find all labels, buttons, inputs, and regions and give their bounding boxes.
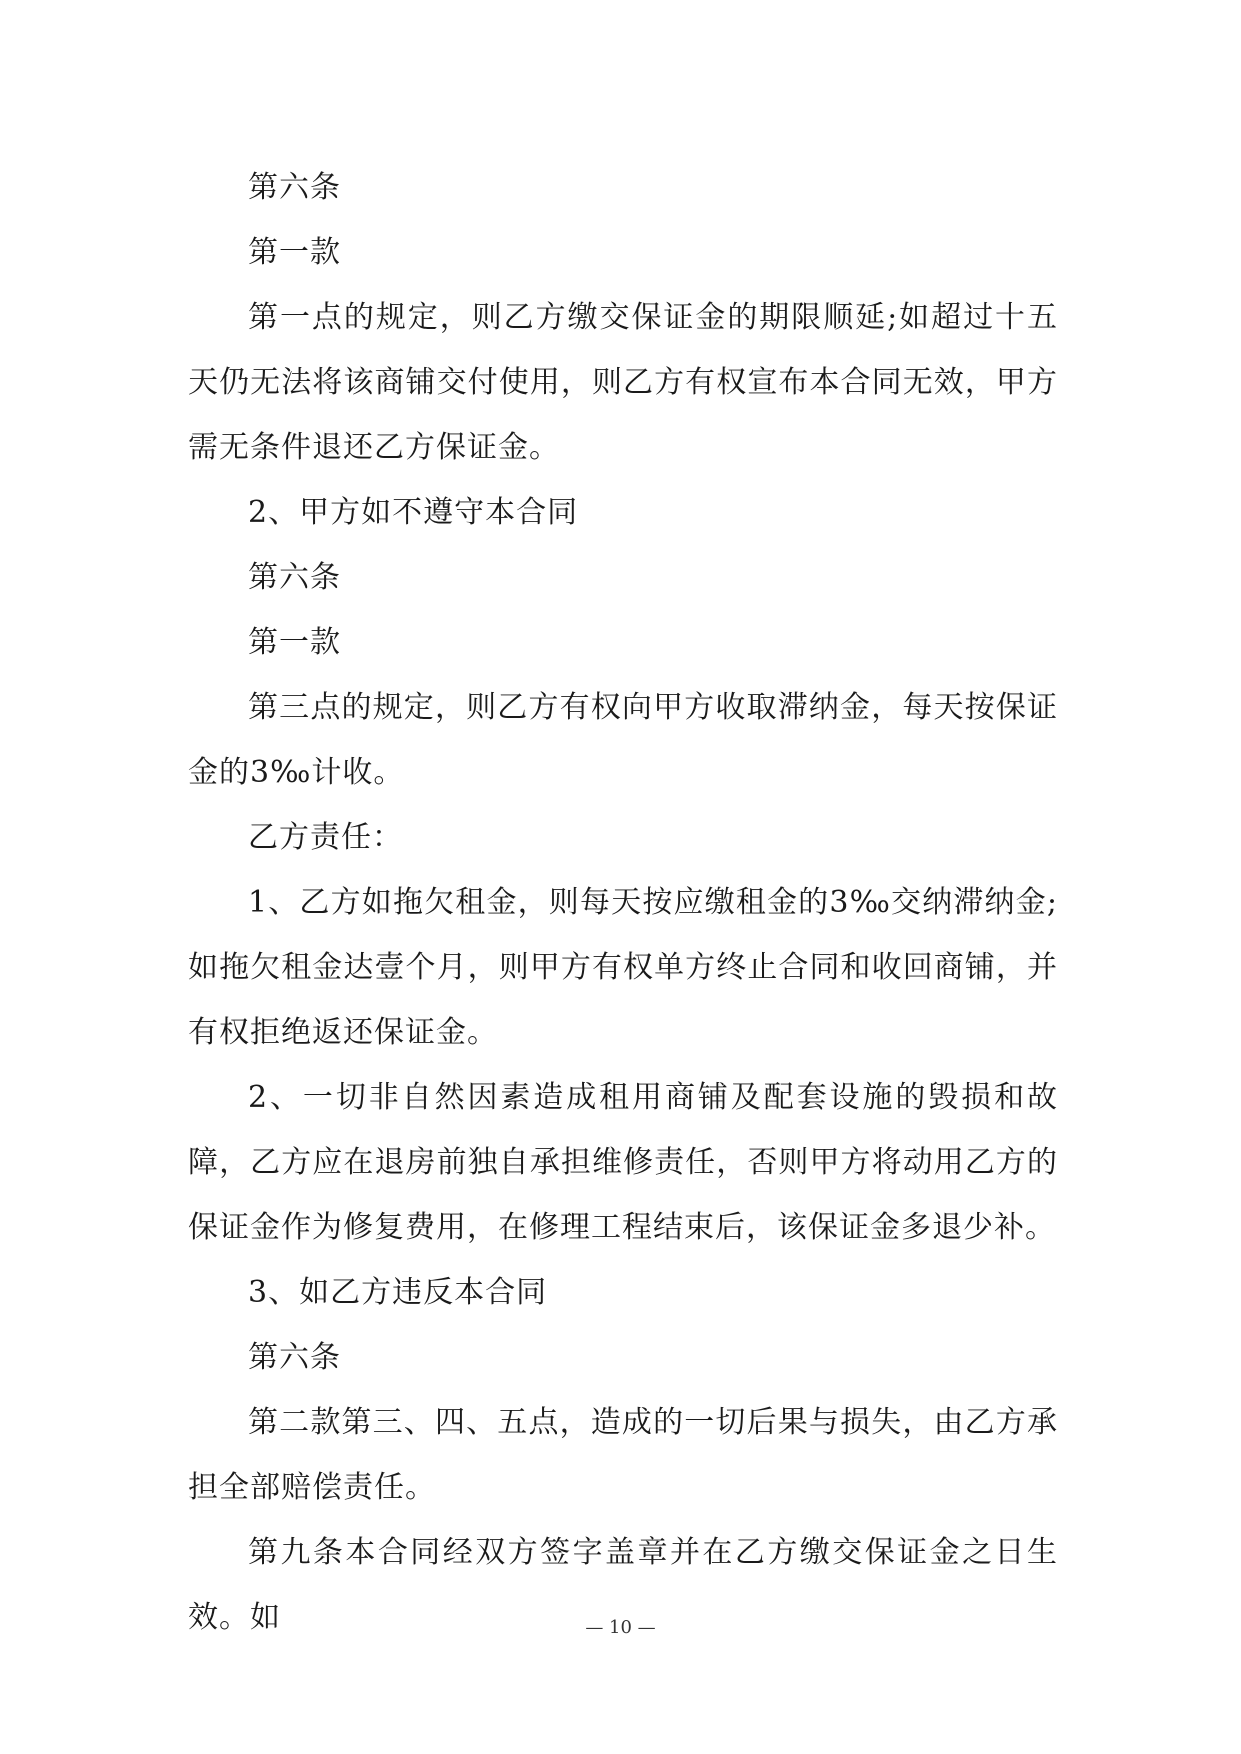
paragraph: 第一点的规定，则乙方缴交保证金的期限顺延;如超过十五天仍无法将该商铺交付使用，则乙方有权宣布本合同无效，甲方需无条件退还乙方保证金。 (188, 300, 1058, 465)
paragraph: 第九条本合同经双方签字盖章并在乙方缴交保证金之日生效。如 (188, 1535, 1058, 1635)
paragraph: 1、乙方如拖欠租金，则每天按应缴租金的3‰交纳滞纳金;如拖欠租金达壹个月，则甲方有权单方终止合同和收回商铺，并有权拒绝返还保证金。 (188, 885, 1058, 1050)
paragraph: 第一款 (248, 625, 341, 660)
paragraph: 第一款 (248, 235, 341, 270)
paragraph: 第三点的规定，则乙方有权向甲方收取滞纳金，每天按保证金的3‰计收。 (188, 690, 1058, 790)
paragraph: 第六条 (248, 560, 341, 595)
paragraph: 第六条 (248, 1340, 341, 1375)
paragraph: 2、甲方如不遵守本合同 (248, 495, 579, 530)
page-number: — 10 — (585, 1617, 656, 1638)
paragraph: 乙方责任： (248, 820, 403, 855)
paragraph: 2、一切非自然因素造成租用商铺及配套设施的毁损和故障，乙方应在退房前独自承担维修责任，否则甲方将动用乙方的保证金作为修复费用，在修理工程结束后，该保证金多退少补。 (188, 1080, 1058, 1245)
document-body (188, 155, 1058, 1650)
paragraph: 第六条 (248, 170, 341, 205)
paragraph: 3、如乙方违反本合同 (248, 1275, 548, 1310)
paragraph: 第二款第三、四、五点，造成的一切后果与损失，由乙方承担全部赔偿责任。 (188, 1405, 1058, 1505)
